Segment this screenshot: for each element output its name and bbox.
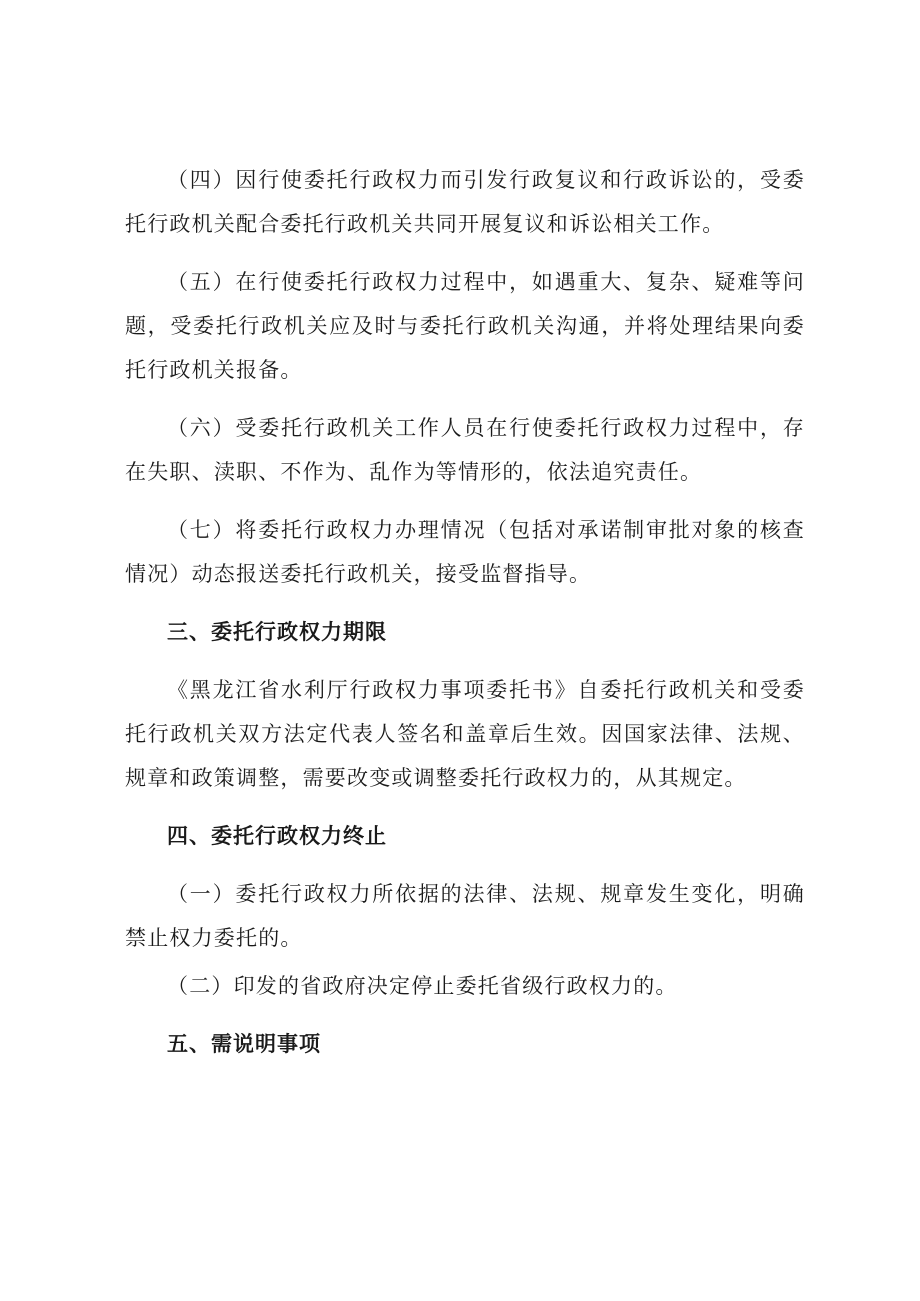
paragraph-item-6: （六）受委托行政机关工作人员在行使委托行政权力过程中，存在失职、渎职、不作为、乱作为等情形的，依法追究责任。 (125, 416, 805, 484)
paragraph-term: 《黑龙江省水利厅行政权力事项委托书》自委托行政机关和受委托行政机关双方法定代表人签名和盖章后生效。因国家法律、法规、规章和政策调整，需要改变或调整委托行政权力的，从其规定。 (125, 678, 805, 790)
section-heading-termination: 四、委托行政权力终止 (167, 824, 387, 848)
document-body (125, 158, 805, 1080)
paragraph-item-7: （七）将委托行政权力办理情况（包括对承诺制审批对象的核查情况）动态报送委托行政机关，接受监督指导。 (125, 518, 805, 586)
paragraph-termination-1: （一）委托行政权力所依据的法律、法规、规章发生变化，明确禁止权力委托的。 (125, 882, 805, 950)
section-heading-notes: 五、需说明事项 (167, 1032, 321, 1056)
paragraph-item-4: （四）因行使委托行政权力而引发行政复议和行政诉讼的，受委托行政机关配合委托行政机关共同开展复议和诉讼相关工作。 (125, 168, 805, 236)
section-heading-term: 三、委托行政权力期限 (167, 620, 387, 644)
paragraph-termination-2: （二）印发的省政府决定停止委托省级行政权力的。 (167, 974, 678, 998)
paragraph-item-5: （五）在行使委托行政权力过程中，如遇重大、复杂、疑难等问题，受委托行政机关应及时与委托行政机关沟通，并将处理结果向委托行政机关报备。 (125, 270, 805, 382)
